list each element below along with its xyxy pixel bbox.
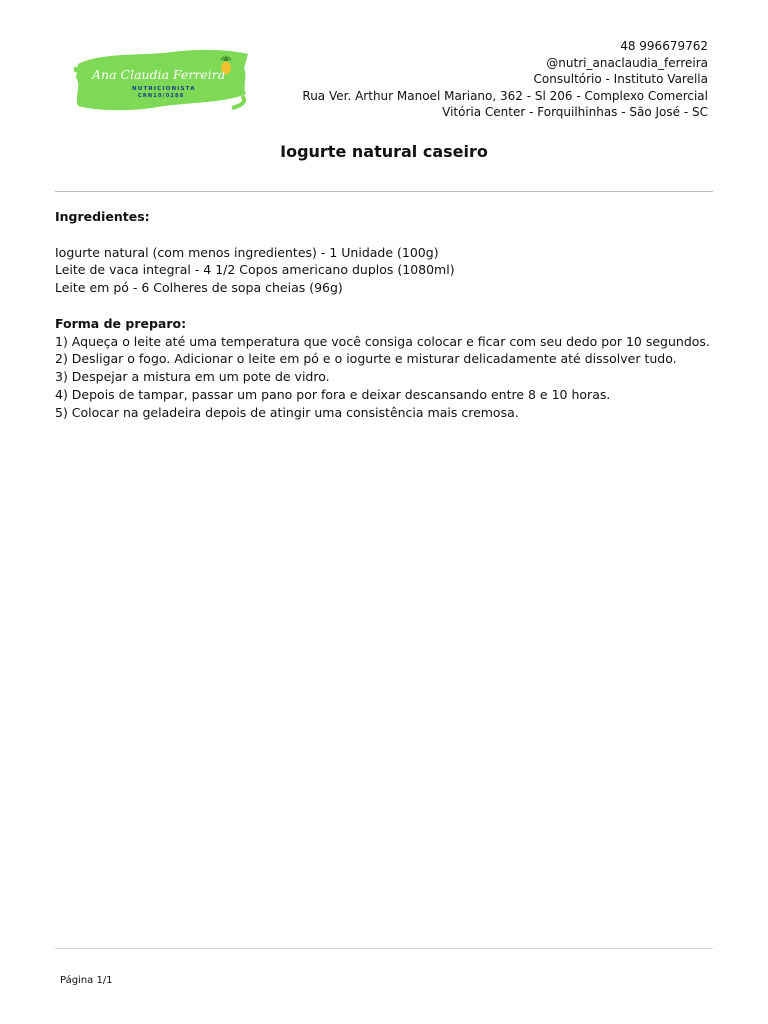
spacer bbox=[55, 226, 715, 244]
contact-instagram: @nutri_anaclaudia_ferreira bbox=[546, 55, 708, 70]
header-divider bbox=[55, 191, 713, 192]
logo-crn: CRN10/0288 bbox=[138, 93, 185, 99]
preparation-step: 3) Despejar a mistura em um pote de vidro. bbox=[55, 369, 330, 385]
contact-block bbox=[302, 38, 708, 121]
preparation-heading: Forma de preparo: bbox=[55, 315, 187, 331]
footer-divider bbox=[55, 948, 713, 949]
logo-role: NUTRICIONISTA bbox=[132, 86, 196, 92]
contact-phone: 48 996679762 bbox=[620, 39, 708, 53]
logo-brushstroke bbox=[72, 46, 252, 116]
ingredient-item: Iogurte natural (com menos ingredientes) - 1 Unidade (100g) bbox=[55, 244, 439, 260]
preparation-step: 1) Aqueça o leite até uma temperatura que você consiga colocar e ficar com seu dedo por 10 segundos. bbox=[55, 333, 710, 349]
contact-address-line1: Rua Ver. Arthur Manoel Mariano, 362 - Sl 206 - Complexo Comercial bbox=[302, 88, 708, 103]
ingredient-item: Leite de vaca integral - 4 1/2 Copos americano duplos (1080ml) bbox=[55, 262, 455, 278]
spacer bbox=[55, 297, 715, 315]
preparation-step: 2) Desligar o fogo. Adicionar o leite em pó e o iogurte e misturar delicadamente até dissolver tudo. bbox=[55, 351, 677, 367]
recipe-title: Iogurte natural caseiro bbox=[280, 142, 488, 161]
recipe-content bbox=[55, 208, 715, 422]
ingredient-item: Leite em pó - 6 Colheres de sopa cheias (96g) bbox=[55, 280, 343, 296]
preparation-step: 4) Depois de tampar, passar um pano por fora e deixar descansando entre 8 e 10 horas. bbox=[55, 386, 611, 402]
contact-clinic: Consultório - Instituto Varella bbox=[533, 72, 708, 86]
ingredients-heading: Ingredientes: bbox=[55, 209, 150, 224]
contact-address-line2: Vitória Center - Forquilhinhas - São José - SC bbox=[442, 105, 708, 119]
logo-name: Ana Claudia Ferreira bbox=[92, 67, 226, 82]
preparation-step: 5) Colocar na geladeira depois de atingir uma consistência mais cremosa. bbox=[55, 404, 519, 420]
page-number: Página 1/1 bbox=[60, 975, 113, 986]
nutritionist-logo bbox=[72, 46, 252, 116]
